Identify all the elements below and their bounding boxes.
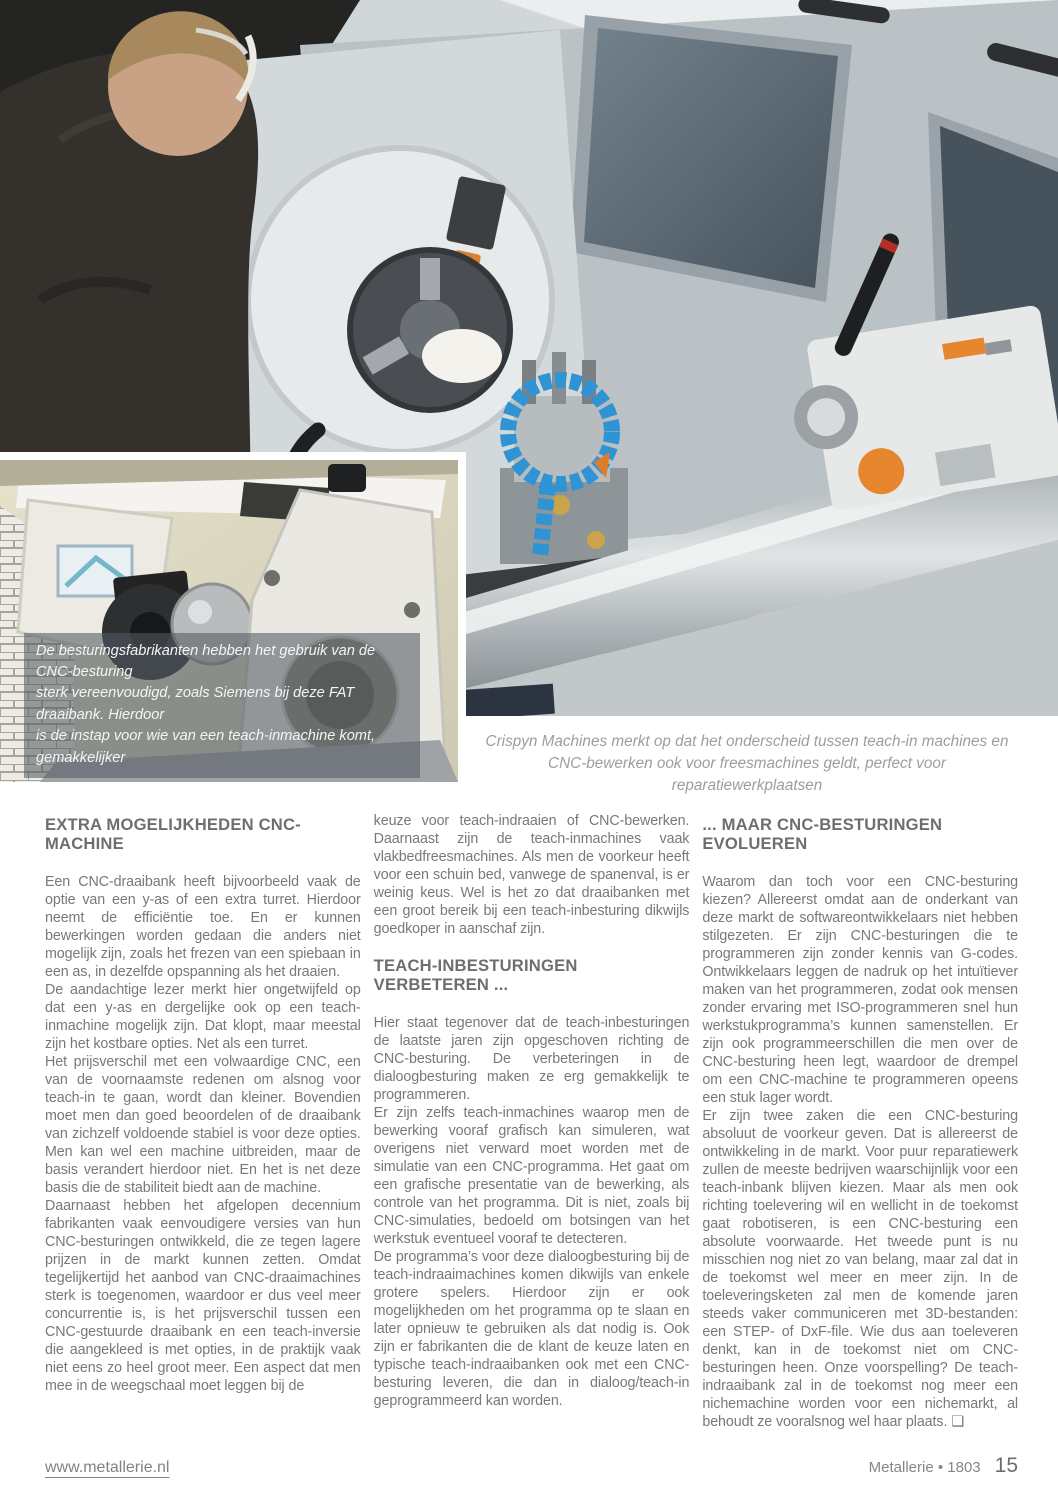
main-photo-caption (477, 731, 1017, 797)
paragraph: Een CNC-draaibank heeft bijvoorbeeld vaak de optie van een y-as of een extra turret. Hierdoor neemt de efficiëntie toe. En er kunnen bewerkingen worden gedaan die anders niet mogelijk zijn, zoals het frezen van een spiebaan in een as, in dezelfde opspanning als het draaien. (45, 874, 361, 980)
paragraph: De aandachtige lezer merkt hier ongetwijfeld op dat een y-as en dergelijke ook op een teach-inmachine mogelijk zijn. Dat klopt, maar meestal zijn het kostbare opties. Net als een turret. (45, 982, 361, 1052)
article-column-3 (702, 812, 1018, 1431)
main-caption-line: CNC-bewerken ook voor freesmachines geldt, perfect voor reparatiewerkplaatsen (548, 755, 946, 794)
article-body (45, 812, 1018, 1431)
inset-photo-caption (24, 633, 420, 778)
paragraph: Er zijn zelfs teach-inmachines waarop men de bewerking vooraf grafisch kan simuleren, wat overigens niet verward moet worden met de simulatie van een CNC-programma. Het gaat om een grafische presentatie van de bewerking, als controle van het programma. Dit is niet, zoals bij CNC-simulaties, bedoeld om botsingen van het werkstuk eventueel vooraf te detecteren. (373, 1105, 690, 1247)
inset-caption-line: De besturingsfabrikanten hebben het gebruik van de CNC-besturing (36, 642, 376, 680)
magazine-issue: Metallerie • 1803 (868, 1459, 981, 1476)
section-heading-extra-mogelijkheden: EXTRA MOGELIJKHEDEN CNC-MACHINE (45, 815, 301, 853)
inset-caption-line: sterk vereenvoudigd, zoals Siemens bij deze FAT draaibank. Hierdoor (36, 685, 355, 723)
inset-photo-fat-lathe (0, 452, 466, 790)
article-column-1 (45, 812, 361, 1431)
workpiece (422, 329, 502, 383)
paragraph: Hier staat tegenover dat de teach-inbesturingen de laatste jaren zijn opgeschoven richting de CNC-besturing. De verbeteringen in de dialoogbesturing maken ze erg gemakkelijk te programmeren. (373, 1015, 690, 1103)
lathe-chuck (350, 250, 510, 410)
section-heading-teach-inbesturingen: TEACH-INBESTURINGEN VERBETEREN ... (373, 956, 578, 994)
paragraph: Het prijsverschil met een volwaardige CNC, een van de voornaamste redenen om alsnog voor teach-in te gaan, wordt dan kleiner. Bovendien moet men dan goed beoordelen of de draaibank van zichzelf voldoende stabiel is voor deze opties. Men kan wel een machine uitbreiden, maar de basis verandert hierdoor niet. En het is net deze basis die de stabiliteit biedt aan de machine. (45, 1054, 361, 1196)
page-number: 15 (994, 1454, 1018, 1477)
paragraph: Daarnaast hebben het afgelopen decennium fabrikanten vaak eenvoudigere versies van hun CNC-besturingen ontwikkeld, die ze tegen lagere prijzen in de markt kunnen zetten. Omdat tegelijkertijd het aanbod van CNC-draaimachines sterk is toegenomen, waardoor er dus veel meer concurrentie is, is het prijsverschil tussen een CNC-gestuurde draaibank en een teach-inversie die aangekleed is met opties, in de praktijk vaak niet eens zo heel groot meer. Een aspect dat men mee in de weegschaal moet leggen bij de (45, 1198, 361, 1394)
paragraph: Waarom dan toch voor een CNC-besturing kiezen? Allereerst omdat aan de onderkant van deze markt de softwareontwikkelaars niet hebben stilgezeten. Er zijn CNC-besturingen die te programmeren zijn zonder kennis van G-codes. Ontwikkelaars leggen de nadruk op het intuïtiever maken van het programmeren, zodat ook mensen zonder ervaring met ISO-programmeren snel hun werkstukprogramma’s kunnen samenstellen. Er zijn ook programmeerschillen die men over de CNC-besturing heen legt, waardoor de drempel om een CNC-machine te programmeren opeens een stuk lager wordt. (702, 874, 1019, 1106)
article-column-2 (374, 812, 690, 1431)
website-link[interactable]: www.metallerie.nl (45, 1459, 170, 1476)
section-heading-cnc-besturingen-evolueren: ... MAAR CNC-BESTURINGEN EVOLUEREN (702, 815, 943, 853)
inset-caption-line: is de instap voor wie van een teach-inmachine komt, gemakkelijker (36, 728, 376, 766)
paragraph: keuze voor teach-indraaien of CNC-bewerken. Daarnaast zijn de teach-inmachines vaak vlakbedfreesmachines. Als men de voorkeur heeft voor een schuin bed, vanwege de spanenval, is er weinig keus. Wel is het zo dat draaibanken met een groot bereik bij een teach-inbesturing dikwijls goedkoper in aanschaf zijn. (373, 813, 690, 937)
paragraph: De programma’s voor deze dialoogbesturing bij de teach-indraaimachines komen dikwijls van enkele grotere spelers. Hierdoor zijn er ook mogelijkheden om het programma op te slaan en later opnieuw te gebruiken als dat nodig is. Ook zijn er fabrikanten die de klant de keuze laten en typische teach-indraaibanken ook met een CNC-besturing leveren, die dan in dialoog/teach-in geprogrammeerd kan worden. (373, 1249, 690, 1409)
main-caption-line: Crispyn Machines merkt op dat het onderscheid tussen teach-in machines en (485, 733, 1009, 750)
machine-window-left (570, 15, 852, 302)
footer-right (869, 1454, 1018, 1478)
page-footer (45, 1454, 1018, 1478)
paragraph: Er zijn twee zaken die een CNC-besturing absoluut de voorkeur geven. Dat is allereerst de ontwikkeling in de markt. Voor puur reparatiewerk zullen de meeste bedrijven waarschijnlijk voor een teach-inbank blijven kiezen. Maar als men ook richting toelevering wil en wellicht in de toekomst gaat robotiseren, is een CNC-besturing een absolute voorwaarde. Het tweede punt is nu misschien nog niet zo van belang, maar zal dat in de toekomst wel meer en meer zijn. In de toeleveringsketen zal men de komende jaren steeds vaker communiceren met 3D-bestanden: een STEP- of DxF-file. Wie dus aan toeleveren denkt, kan in de toekomst niet om CNC-besturingen heen. Onze voorspelling? De teach-indraaibank zal in de toekomst nog meer een nichemachine worden voor een nichemarkt, al behoudt ze vooralsnog wel haar plaats. ❑ (702, 1108, 1019, 1430)
